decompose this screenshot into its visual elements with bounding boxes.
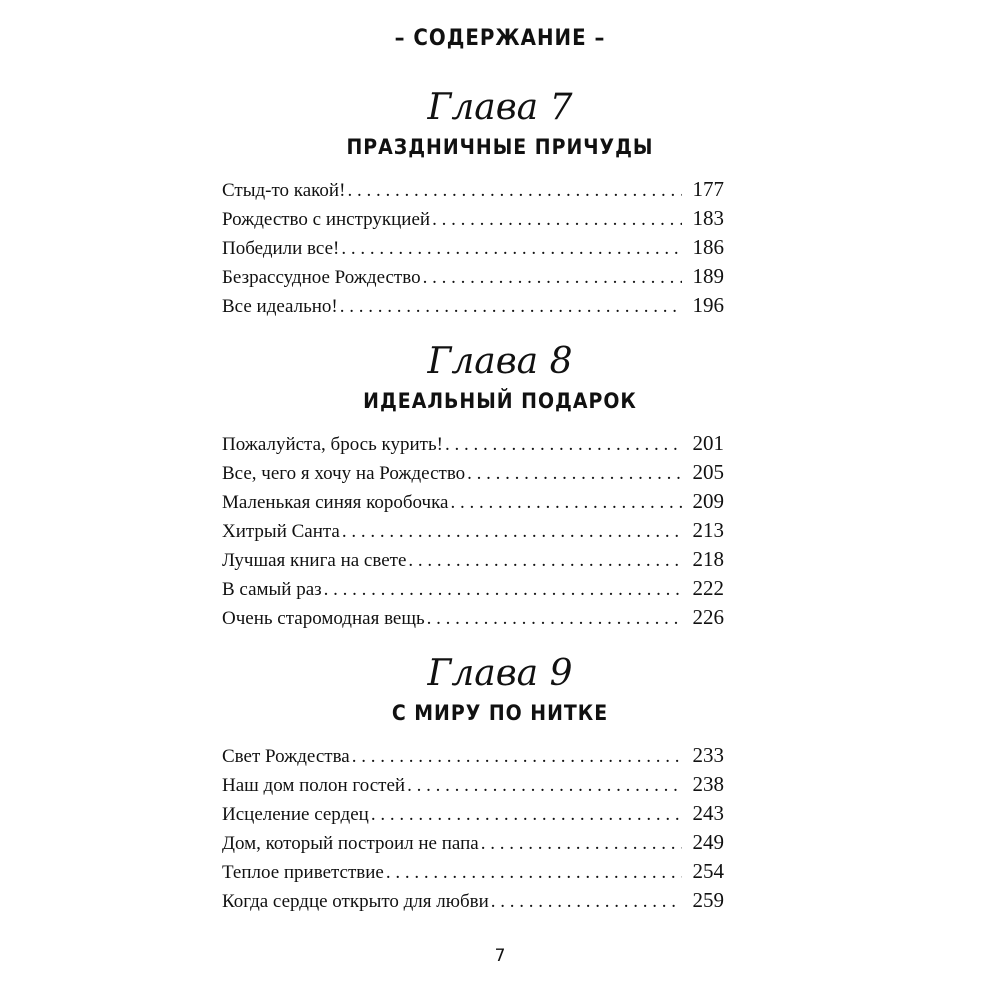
toc-entry-page: 177: [692, 177, 724, 201]
toc-entry-title: Все идеально!: [222, 296, 338, 317]
toc-entry-title: Дом, который построил не папа: [222, 833, 479, 854]
toc-entry-title: Исцеление сердец: [222, 804, 369, 825]
toc-entry-title: Стыд-то какой!: [222, 180, 346, 201]
toc-entry-page: 226: [692, 605, 724, 629]
toc-entry-title: Лучшая книга на свете: [222, 550, 407, 571]
toc-entry-page: 259: [692, 888, 724, 912]
toc-entry-title: Пожалуйста, брось курить!: [222, 434, 443, 455]
toc-dot-leader: [340, 292, 682, 321]
page-number: 7: [494, 946, 506, 966]
toc-entry-page: 183: [692, 206, 724, 230]
toc-entry[interactable]: [222, 799, 724, 828]
toc-dot-leader: [371, 800, 682, 829]
chapter-7-label: Глава 7: [427, 87, 573, 128]
toc-entry-page: 222: [692, 576, 724, 600]
toc-entry[interactable]: [222, 429, 724, 458]
toc-entry-page: 205: [692, 460, 724, 484]
chapter-7-heading: [0, 88, 1000, 160]
toc-dot-leader: [481, 829, 682, 858]
chapter-9-title: С МИРУ ПО НИТКЕ: [391, 701, 609, 725]
toc-dot-leader: [342, 517, 682, 546]
toc-entry-page: 249: [692, 830, 724, 854]
toc-entry[interactable]: [222, 204, 724, 233]
toc-dot-leader: [408, 546, 682, 575]
toc-entry-page: 201: [692, 431, 724, 455]
toc-entry[interactable]: [222, 886, 724, 915]
toc-dot-leader: [341, 234, 682, 263]
toc-dot-leader: [386, 858, 682, 887]
toc-entry-page: 209: [692, 489, 724, 513]
toc-entry[interactable]: [222, 828, 724, 857]
toc-dot-leader: [407, 771, 682, 800]
chapter-8-heading: [0, 342, 1000, 414]
toc-entry-page: 196: [692, 293, 724, 317]
toc-entry-title: Хитрый Санта: [222, 521, 340, 542]
toc-entry[interactable]: [222, 603, 724, 632]
toc-entry[interactable]: [222, 233, 724, 262]
chapter-9-label: Глава 9: [427, 653, 573, 694]
toc-entry-title: Маленькая синяя коробочка: [222, 492, 449, 513]
toc-entry[interactable]: [222, 545, 724, 574]
toc-dot-leader: [432, 205, 682, 234]
toc-entry-title: Все, чего я хочу на Рождество: [222, 463, 466, 484]
toc-dot-leader: [467, 459, 682, 488]
chapter-8-title: ИДЕАЛЬНЫЙ ПОДАРОК: [363, 389, 637, 413]
contents-heading: – СОДЕРЖАНИЕ –: [394, 26, 606, 51]
toc-entry-title: Победили все!: [222, 238, 340, 259]
toc-entry-page: 213: [692, 518, 724, 542]
toc-entry[interactable]: [222, 458, 724, 487]
toc-entry[interactable]: [222, 770, 724, 799]
toc-dot-leader: [352, 742, 682, 771]
toc-dot-leader: [427, 604, 682, 633]
chapter-9-toc: [222, 741, 724, 915]
toc-entry-title: Теплое приветствие: [222, 862, 384, 883]
toc-dot-leader: [450, 488, 682, 517]
toc-dot-leader: [423, 263, 682, 292]
toc-entry[interactable]: [222, 175, 724, 204]
toc-entry-page: 233: [692, 743, 724, 767]
toc-entry-title: В самый раз: [222, 579, 322, 600]
chapter-8-toc: [222, 429, 724, 632]
toc-entry-page: 189: [692, 264, 724, 288]
toc-dot-leader: [347, 176, 682, 205]
toc-entry[interactable]: [222, 516, 724, 545]
toc-entry[interactable]: [222, 487, 724, 516]
toc-entry-title: Рождество с инструкцией: [222, 209, 431, 230]
toc-entry-page: 243: [692, 801, 724, 825]
toc-dot-leader: [324, 575, 682, 604]
toc-entry-title: Свет Рождества: [222, 746, 350, 767]
toc-entry-title: Когда сердце открыто для любви: [222, 891, 489, 912]
toc-entry[interactable]: [222, 857, 724, 886]
toc-entry[interactable]: [222, 262, 724, 291]
toc-entry-title: Наш дом полон гостей: [222, 775, 406, 796]
toc-entry-page: 238: [692, 772, 724, 796]
chapter-9-heading: [0, 654, 1000, 726]
toc-entry-page: 254: [692, 859, 724, 883]
toc-entry[interactable]: [222, 574, 724, 603]
chapter-7-title: ПРАЗДНИЧНЫЕ ПРИЧУДЫ: [346, 135, 654, 159]
chapter-7-toc: [222, 175, 724, 320]
toc-entry[interactable]: [222, 291, 724, 320]
toc-entry-title: Безрассудное Рождество: [222, 267, 421, 288]
toc-entry-page: 218: [692, 547, 724, 571]
toc-dot-leader: [445, 430, 682, 459]
toc-entry-page: 186: [692, 235, 724, 259]
chapter-8-label: Глава 8: [427, 341, 573, 382]
toc-entry[interactable]: [222, 741, 724, 770]
toc-dot-leader: [491, 887, 682, 916]
toc-entry-title: Очень старомодная вещь: [222, 608, 425, 629]
